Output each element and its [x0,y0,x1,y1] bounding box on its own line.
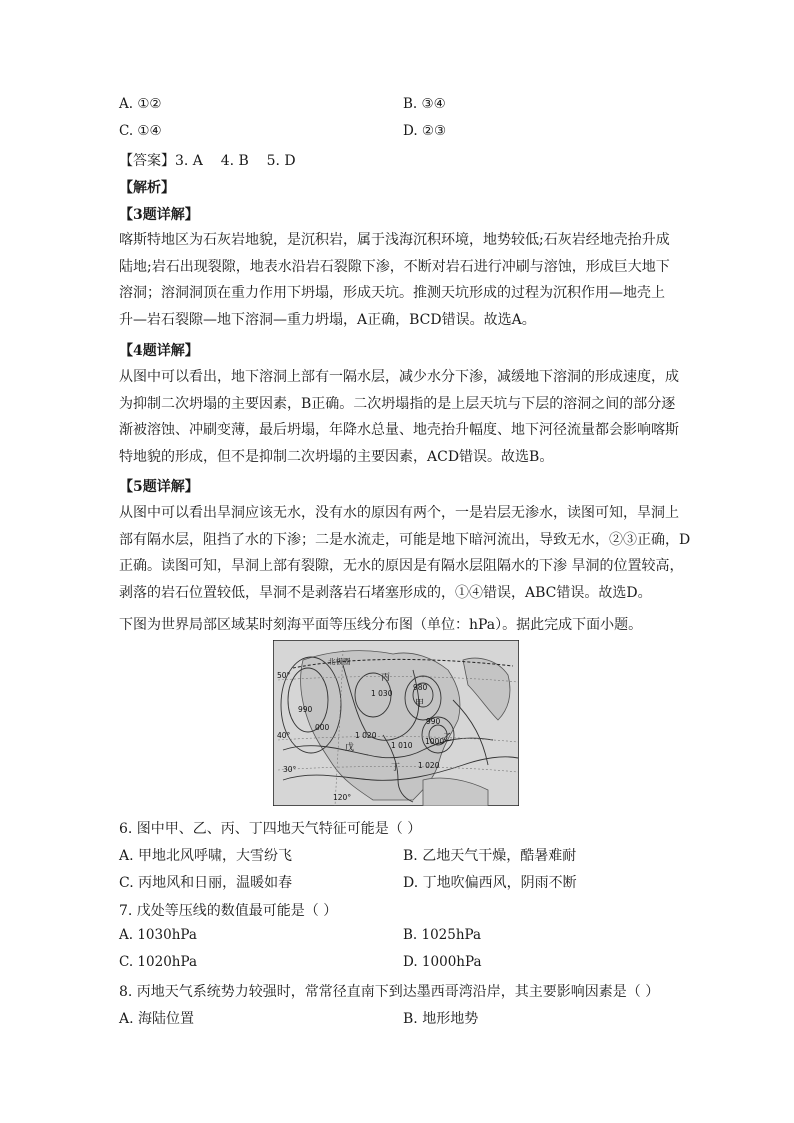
option-row [119,96,679,118]
q3-explanation [119,227,679,333]
arctic-circle-label: 北极圈 [328,657,351,666]
option-row [119,845,679,867]
q7-stem: 7. 戊处等压线的数值最可能是（ ） [119,903,338,919]
q8-option-a: A. 海陆位置 [119,1011,195,1027]
isobar-label: 1 010 [391,741,413,750]
option-row [119,872,679,894]
q5-line: 部有隔水层，阻挡了水的下渗；二是水流走，可能是地下暗河流出，导致无水，②③正确，D [119,531,691,548]
label-ding: 丁 [391,763,401,773]
q7-option-c: C. 1020hPa [119,954,198,970]
label-bing: 丙 [381,673,391,683]
isobar-label: 980 [413,683,428,692]
analysis-label: 【解析】 [119,180,175,196]
option-row [119,1008,679,1030]
isobar-label: 1000 [425,737,445,746]
option-c: C. ①④ [119,123,162,139]
latitude-label: 30° [283,765,297,774]
q7-option-b: B. 1025hPa [403,927,482,943]
option-a: A. ①② [119,96,162,112]
isobar-label: 1 030 [371,689,393,698]
q5-header: 【5题详解】 [119,479,199,495]
q5-line: 从图中可以看出旱洞应该无水，没有水的原因有两个，一是岩层无渗水，读图可知，旱洞上 [119,505,679,521]
q4-line: 为抑制二次坍塌的主要因素，B正确。二次坍塌指的是上层天坑与下层的溶洞之间的部分逐 [119,395,676,412]
q6-option-c: C. 丙地风和日丽，温暖如春 [119,875,293,891]
q5-line: 正确。读图可知，旱洞上部有裂隙，无水的原因是有隔水层阻隔水的下渗 旱洞的位置较高， [119,558,684,575]
label-wu: 戊 [345,743,355,753]
q4-explanation [119,364,679,470]
q3-line: 喀斯特地区为石灰岩地貌，是沉积岩，属于浅海沉积环境，地势较低;石灰岩经地壳抬升成 [119,232,670,248]
isobar-label: 1 020 [418,761,440,770]
q6-option-b: B. 乙地天气干燥，酷暑难耐 [403,848,577,864]
isobar-map [273,640,519,806]
q5-explanation [119,500,691,606]
longitude-label: 120° [333,793,352,802]
q7-option-a: A. 1030hPa [119,927,197,943]
option-row [119,927,679,949]
label-jia: 甲 [415,699,425,709]
q5-line: 剥落的岩石位置较低，旱洞不是剥落岩石堵塞形成的，①④错误，ABC错误。故选D。 [119,584,652,601]
isobar-label: 990 [298,705,313,714]
label-yi: 乙 [443,733,453,743]
option-d: D. ②③ [403,123,447,139]
q3-line: 陆地;岩石出现裂隙，地表水沿岩石裂隙下渗，不断对岩石进行冲刷与溶蚀，形成巨大地下 [119,258,670,275]
latitude-label: 50° [277,671,291,680]
q7-option-d: D. 1000hPa [403,954,482,970]
q3-header: 【3题详解】 [119,207,199,223]
option-row [119,123,679,145]
q6-option-a: A. 甲地北风呼啸，大雪纷飞 [119,848,293,864]
q4-line: 特地貌的形成，但不是抑制二次坍塌的主要因素，ACD错误。故选B。 [119,448,554,465]
isobar-label: 000 [315,723,330,732]
q6-option-d: D. 丁地吹偏西风，阴雨不断 [403,875,577,891]
q8-option-b: B. 地形地势 [403,1011,479,1027]
isobar-label: 1 020 [355,731,377,740]
isobar-label: 990 [426,717,441,726]
q3-line: 升—岩石裂隙—地下溶洞—重力坍塌，A正确，BCD错误。故选A。 [119,311,536,328]
q3-line: 溶洞；溶洞洞顶在重力作用下坍塌，形成天坑。推测天坑形成的过程为沉积作用—地壳上 [119,285,665,302]
q4-header: 【4题详解】 [119,343,199,359]
option-row [119,954,679,976]
q4-line: 从图中可以看出，地下溶洞上部有一隔水层，减少水分下渗，减缓地下溶洞的形成速度，成 [119,369,679,385]
q8-stem: 8. 丙地天气系统势力较强时，常常径直南下到达墨西哥湾沿岸，其主要影响因素是（ ） [119,984,660,1000]
answer-line: 【答案】3. A 4. B 5. D [119,153,296,169]
option-b: B. ③④ [403,96,446,112]
q4-line: 渐被溶蚀、冲刷变薄，最后坍塌，年降水总量、地壳抬升幅度、地下河径流量都会影响喀斯 [119,422,679,439]
figure-intro: 下图为世界局部区域某时刻海平面等压线分布图（单位：hPa）。据此完成下面小题。 [119,617,643,633]
q6-stem: 6. 图中甲、乙、丙、丁四地天气特征可能是（ ） [119,821,422,837]
latitude-label: 40° [277,731,291,740]
